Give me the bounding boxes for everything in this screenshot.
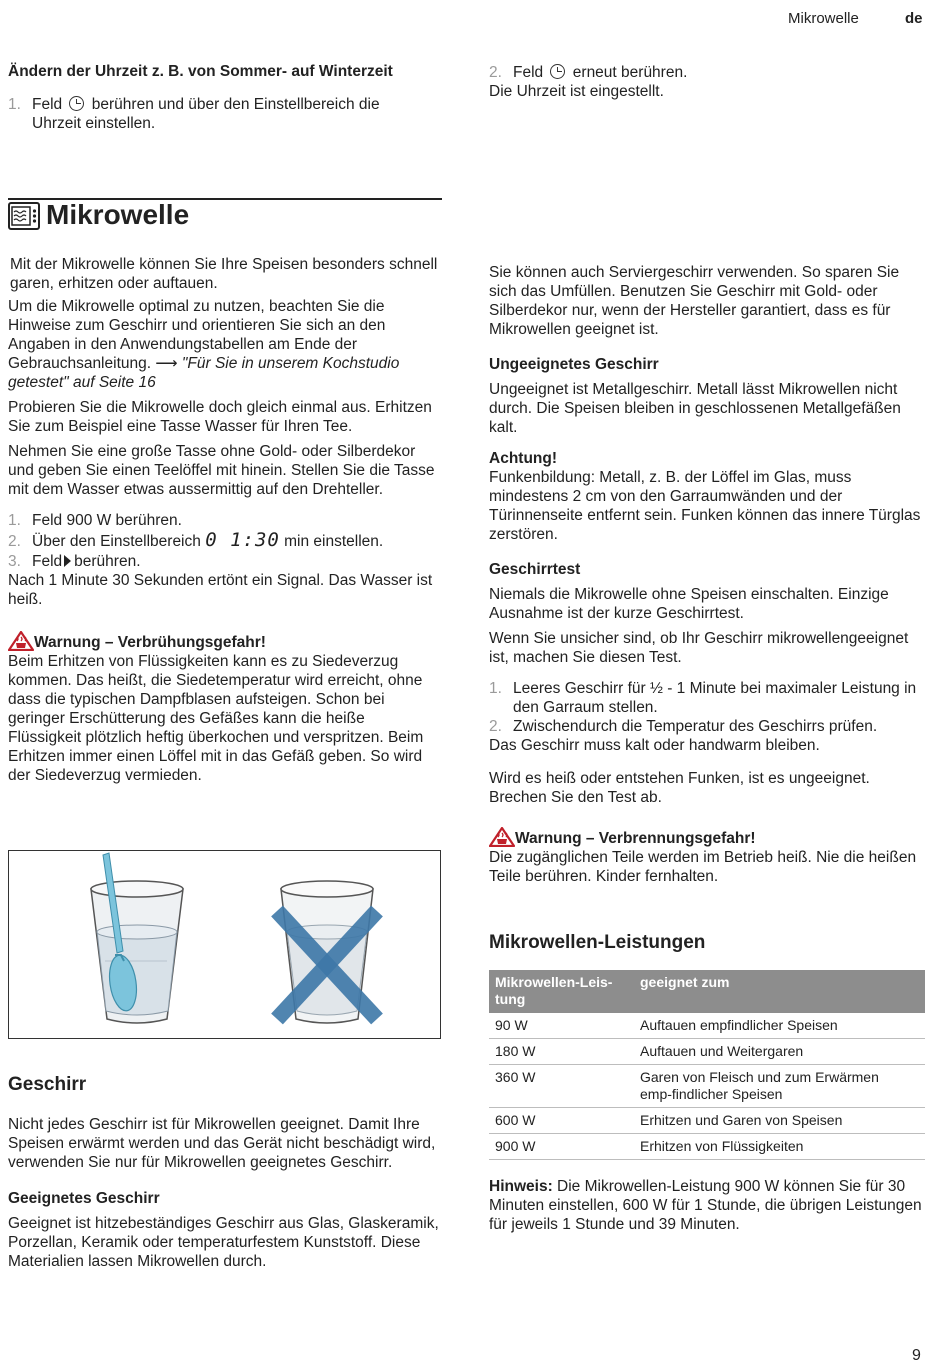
step-text: Zwischendurch die Temperatur des Geschirrs prüfen. <box>513 718 878 735</box>
table-cell: Auftauen und Weitergaren <box>634 1039 925 1065</box>
table-header-cell: geeignet zum <box>634 970 925 1013</box>
ungeeignet-heading: Ungeeignetes Geschirr <box>489 356 659 373</box>
start-triangle-icon <box>64 555 71 567</box>
clock-icon <box>69 96 84 111</box>
intro-paragraph <box>8 297 440 392</box>
test-step-1 <box>489 679 925 717</box>
page-number: 9 <box>912 1347 921 1364</box>
warning-title <box>489 827 925 848</box>
step-text: Feld <box>32 96 63 113</box>
warning-icon <box>8 631 34 651</box>
table-cell: Erhitzen und Garen von Speisen <box>634 1108 925 1134</box>
test-paragraph: Wird es heiß oder entstehen Funken, ist es ungeeignet. Brechen Sie den Test ab. <box>489 770 870 806</box>
warning-title-text: Warnung – Verbrennungsgefahr! <box>515 830 756 847</box>
intro-paragraph: Probieren Sie die Mikrowelle doch gleich einmal aus. Erhitzen Sie zum Beispiel eine Tasse Wasser für Ihren Tee. <box>8 399 432 435</box>
step-text: Über den Einstellbereich <box>32 533 201 550</box>
glass-spoon-illustration <box>9 851 440 1038</box>
table-cell: 900 W <box>489 1134 634 1160</box>
arrow-icon: ⟶ <box>155 355 178 372</box>
intro-paragraph: Nehmen Sie eine große Tasse ohne Gold- oder Silberdekor und geben Sie einen Teelöffel mit hinein. Stellen Sie die Tasse mit dem Wasser etwas aussermittig auf den Drehteller. <box>8 443 435 498</box>
geschirr-section <box>8 1073 440 1271</box>
step-text: erneut berühren. <box>572 64 688 81</box>
warning-text: Beim Erhitzen von Flüssigkeiten kann es zu Siedeverzug kommen. Das heißt, die Siedetemperatur wird erreicht, ohne dass die typischen Dampfblasen aufsteigen. Schon bei geringer Erschütterung des Gefäßes kann die heiße Flüssigkeit plötzlich heftig überkochen und verspritzen. Beim Erhitzen immer einen Löffel mit in das Gefäß geben. So wird der Siedeverzug vermieden. <box>8 653 424 784</box>
geschirr-heading: Geschirr <box>8 1074 87 1095</box>
table-cell: 600 W <box>489 1108 634 1134</box>
step-text: Uhrzeit einstellen. <box>32 115 156 132</box>
table-row <box>489 1039 925 1065</box>
step-number: 1. <box>489 680 502 697</box>
page-reference-link[interactable]: "Für Sie in unserem Kochstudio getestet" auf Seite 16 <box>8 355 400 391</box>
hinweis-text: Die Mikrowellen-Leistung 900 W können Sie für 30 Minuten einstellen, 600 W für 1 Stunde, die übrigen Leistungen für jeweils 1 Stunde und 39 Minuten. <box>489 1178 922 1233</box>
glass-illustration <box>8 850 441 1039</box>
step-number: 2. <box>489 718 502 735</box>
warning-title <box>8 631 440 652</box>
table-header-row <box>489 970 925 1013</box>
microwave-icon <box>8 200 40 232</box>
step-text: Leeres Geschirr für ½ - 1 Minute bei maximaler Leistung in den Garraum stellen. <box>513 680 917 716</box>
step-text: Feld <box>513 64 544 81</box>
achtung-heading: Achtung! <box>489 450 558 467</box>
header-language: de <box>905 10 923 27</box>
clock-icon <box>550 64 565 79</box>
warning-icon <box>489 827 515 847</box>
geeignet-heading: Geeignetes Geschirr <box>8 1190 160 1207</box>
step-text: berühren. <box>74 553 141 570</box>
table-row <box>489 1013 925 1039</box>
uhrzeit-step-1 <box>8 95 448 133</box>
intro-paragraph: Mit der Mikrowelle können Sie Ihre Speisen besonders schnell garen, erhitzen oder auftauen. <box>10 256 438 292</box>
left-column <box>8 255 440 785</box>
warning-title-text: Warnung – Verbrühungsgefahr! <box>34 634 266 651</box>
step-number: 1. <box>8 96 21 113</box>
power-table <box>489 970 925 1160</box>
table-cell: Erhitzen von Flüssigkeiten <box>634 1134 925 1160</box>
table-cell: 360 W <box>489 1065 634 1108</box>
step-text: Feld 900 W berühren. <box>32 512 182 529</box>
table-cell: 90 W <box>489 1013 634 1039</box>
cook-step-1 <box>8 511 440 530</box>
section-title: Mikrowelle <box>46 199 190 230</box>
table-cell: Auftauen empfindlicher Speisen <box>634 1013 925 1039</box>
table-cell: Garen von Fleisch und zum Erwärmen emp-findlicher Speisen <box>634 1065 925 1108</box>
step-number: 1. <box>8 512 21 529</box>
table-cell: 180 W <box>489 1039 634 1065</box>
step-result: Die Uhrzeit ist eingestellt. <box>489 83 664 100</box>
warning-text: Die zugänglichen Teile werden im Betrieb heiß. Nie die heißen Teile berühren. Kinder fernhalten. <box>489 849 917 885</box>
test-step-2 <box>489 717 925 736</box>
test-paragraph: Niemals die Mikrowelle ohne Speisen einschalten. Einzige Ausnahme ist der kurze Geschirrtest. <box>489 586 889 622</box>
step-text: min einstellen. <box>284 533 384 550</box>
servier-text: Sie können auch Serviergeschirr verwenden. So sparen Sie sich das Umfüllen. Benutzen Sie Geschirr mit Gold- oder Silberdekor nur, wenn der Hersteller garantiert, dass es für Mikrowellen geeignet ist. <box>489 264 900 338</box>
test-heading: Geschirrtest <box>489 561 581 578</box>
cook-step-2 <box>8 531 440 551</box>
table-row <box>489 1108 925 1134</box>
test-result: Das Geschirr muss kalt oder handwarm bleiben. <box>489 737 820 754</box>
test-paragraph: Wenn Sie unsicher sind, ob Ihr Geschirr mikrowellengeeignet ist, machen Sie diesen Test. <box>489 630 909 666</box>
intro-text: Um die Mikrowelle optimal zu nutzen, beachten Sie die Hinweise zum Geschirr und orientieren Sie sich an den Angaben in den Anwendungstabellen am Ende der Gebrauchsanleitung. <box>8 298 386 372</box>
table-row <box>489 1065 925 1108</box>
right-column <box>489 263 925 886</box>
step-text: Feld <box>32 553 63 570</box>
time-display: 0 1:30 <box>205 529 280 551</box>
leistung-heading: Mikrowellen-Leistungen <box>489 932 706 953</box>
hinweis-label: Hinweis: <box>489 1178 553 1195</box>
uhrzeit-title: Ändern der Uhrzeit z. B. von Sommer- auf Winterzeit <box>8 63 393 80</box>
achtung-text: Funkenbildung: Metall, z. B. der Löffel im Glas, muss mindestens 2 cm von den Garraumwänden und der Türinnenseite entfernt sein. Funken können das innere Türglas zerstören. <box>489 469 921 543</box>
cook-step-3 <box>8 552 440 571</box>
header-section-title: Mikrowelle <box>788 10 859 27</box>
geschirr-text: Nicht jedes Geschirr ist für Mikrowellen geeignet. Damit Ihre Speisen erwärmt werden und das Gerät nicht beschädigt wird, verwenden Sie nur für Mikrowellen geeignetes Geschirr. <box>8 1116 436 1171</box>
ungeeignet-text: Ungeeignet ist Metallgeschirr. Metall lässt Mikrowellen nicht durch. Die Speisen bleiben in geschlossenen Metallgefäßen kalt. <box>489 381 901 436</box>
step-number: 2. <box>8 533 21 550</box>
uhrzeit-step-2 <box>489 63 929 101</box>
step-number: 2. <box>489 64 502 81</box>
table-header-cell: Mikrowellen-Leis-tung <box>489 970 634 1013</box>
step-number: 3. <box>8 553 21 570</box>
geeignet-text: Geeignet ist hitzebeständiges Geschirr aus Glas, Glaskeramik, Porzellan, Keramik oder temperaturfestem Kunststoff. Diese Materialien lassen Mikrowellen durch. <box>8 1215 439 1270</box>
hinweis-note <box>489 1177 925 1234</box>
cook-result: Nach 1 Minute 30 Sekunden ertönt ein Signal. Das Wasser ist heiß. <box>8 572 433 608</box>
step-text: berühren und über den Einstellbereich die <box>91 96 380 113</box>
table-row <box>489 1134 925 1160</box>
